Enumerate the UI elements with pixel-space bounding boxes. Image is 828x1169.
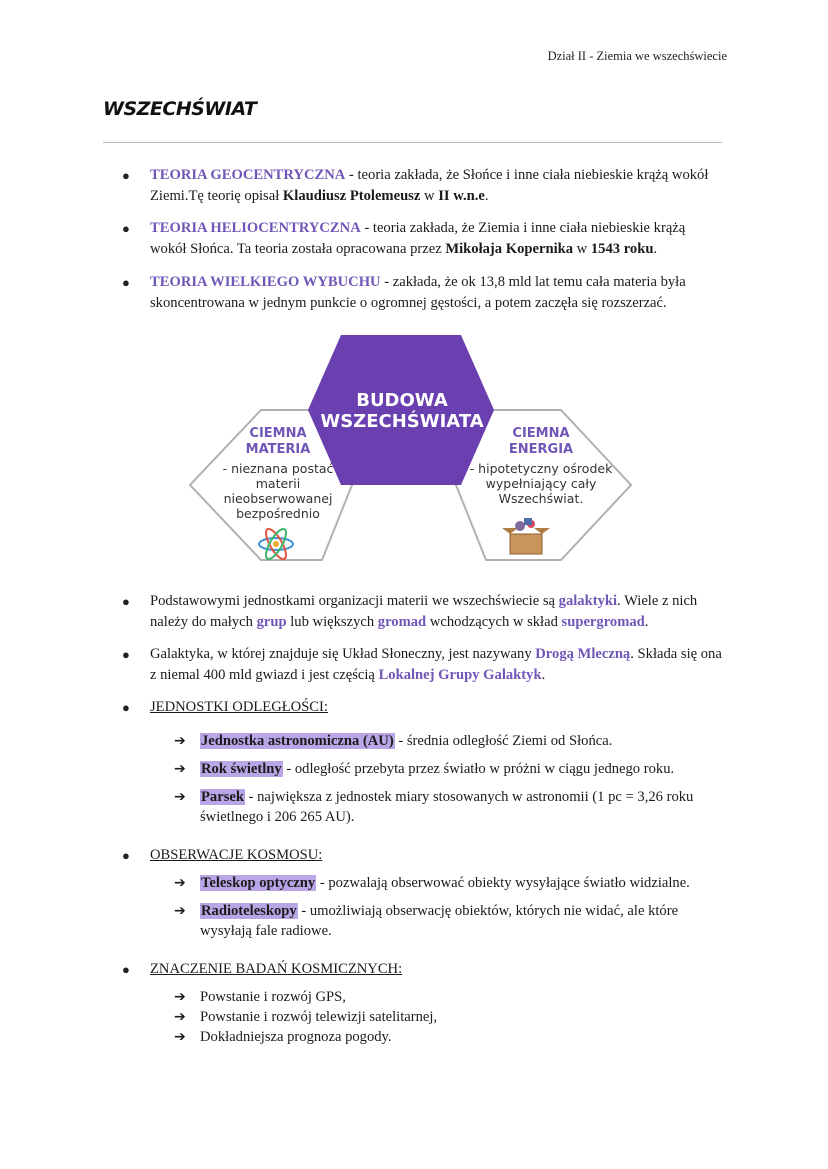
- theory-text: w: [420, 188, 439, 204]
- keyword: Lokalnej Grupy Galaktyk: [378, 667, 542, 683]
- text: lub większych: [286, 614, 378, 630]
- term-desc: - umożliwiają obserwację obiektów, których nie widać, ale które wysyłają fale radiowe.: [200, 903, 679, 939]
- universe-structure-diagram: [186, 330, 636, 570]
- keyword: galaktyki: [558, 593, 618, 609]
- term-highlight: Radioteleskopy: [201, 903, 297, 919]
- significance-item: [174, 987, 725, 1007]
- theory-name: TEORIA WIELKIEGO WYBUCHU: [150, 274, 381, 290]
- center-title-line1: BUDOWA: [356, 390, 448, 411]
- bullet-icon: ●: [122, 848, 130, 863]
- keyword: supergromad: [561, 614, 645, 630]
- dark-energy-label: [466, 426, 616, 506]
- center-title-line2: WSZECHŚWIATA: [320, 411, 484, 432]
- significance-item: [174, 1027, 725, 1047]
- bullet-icon: ●: [122, 962, 130, 977]
- item-text: Dokładniejsza prognoza pogody.: [200, 1029, 392, 1045]
- bullet-icon: ●: [122, 221, 130, 236]
- units-heading: [122, 697, 725, 718]
- term-highlight: Teleskop optyczny: [201, 875, 316, 891]
- dark-matter-desc: - nieznana postać materii nieobserwowanej bezpośrednio: [222, 461, 334, 521]
- observations-heading: [122, 845, 725, 866]
- divider: [103, 142, 722, 143]
- unit-item: [174, 787, 725, 827]
- unit-item: [174, 759, 725, 779]
- heading-text: ZNACZENIE BADAŃ KOSMICZNYCH:: [150, 961, 403, 977]
- dark-energy-title-line2: ENERGIA: [508, 442, 574, 457]
- observation-item: [174, 901, 725, 941]
- section-header: Dział II - Ziemia we wszechświecie: [547, 49, 727, 63]
- arrow-icon: ➔: [174, 789, 186, 805]
- term-desc: - średnia odległość Ziemi od Słońca.: [394, 733, 613, 749]
- arrow-icon: ➔: [174, 1029, 186, 1045]
- theory-text: - zakłada, że ok 13,8 mld lat temu cała materia była skoncentrowana w jednym punkcie o ogromnej gęstości, a potem zaczęła się rozszerzać.: [150, 274, 686, 311]
- arrow-icon: ➔: [174, 1009, 186, 1025]
- dark-matter-title-line2: MATERIA: [245, 442, 311, 457]
- item-text: Powstanie i rozwój GPS,: [200, 989, 346, 1005]
- keyword: gromad: [377, 614, 427, 630]
- text: . Wiele z nich należy do małych: [150, 593, 698, 630]
- theory-text: - teoria zakłada, że Ziemia i inne ciała niebieskie krążą wokół Słońca. Ta teoria została opracowana przez: [150, 220, 686, 257]
- term-highlight: Rok świetlny: [201, 761, 282, 777]
- theory-text: .: [484, 188, 489, 204]
- arrow-icon: ➔: [174, 875, 186, 891]
- text: . Składa się ona z niemal 400 mld gwiazd i jest częścią: [150, 646, 722, 683]
- term-highlight: Jednostka astronomiczna (AU): [201, 733, 394, 749]
- bullet-icon: ●: [122, 275, 130, 290]
- heading-text: JEDNOSTKI ODLEGŁOŚCI:: [150, 699, 328, 715]
- text: wchodzących w skład: [426, 614, 562, 630]
- theory-bold: Mikołaja Kopernika: [445, 241, 574, 257]
- term-desc: - największa z jednostek miary stosowanych w astronomii (1 pc = 3,26 roku świetlnego i 206 265 AU).: [200, 789, 694, 825]
- theory-bold: 1543 roku: [590, 241, 654, 257]
- observation-item: [174, 873, 725, 893]
- term-highlight: Parsek: [201, 789, 244, 805]
- theory-geocentric: [122, 165, 725, 207]
- arrow-icon: ➔: [174, 989, 186, 1005]
- heading-text: OBSERWACJE KOSMOSU:: [150, 847, 323, 863]
- arrow-icon: ➔: [174, 761, 186, 777]
- significance-item: [174, 1007, 725, 1027]
- dark-energy-title-line1: CIEMNA: [512, 426, 570, 441]
- text: Galaktyka, w której znajduje się Układ Słoneczny, jest nazywany: [150, 646, 536, 662]
- theory-name: TEORIA HELIOCENTRYCZNA: [150, 220, 361, 236]
- dark-energy-desc: - hipotetyczny ośrodek wypełniający cały Wszechświat.: [469, 461, 613, 506]
- unit-item: [174, 731, 725, 751]
- text: .: [541, 667, 546, 683]
- theory-bold: II w.n.e: [438, 188, 485, 204]
- arrow-icon: ➔: [174, 733, 186, 749]
- theory-text: .: [653, 241, 658, 257]
- keyword: Drogą Mleczną: [535, 646, 631, 662]
- significance-heading: [122, 959, 725, 980]
- page-title: WSZECHŚWIAT: [103, 98, 257, 120]
- theory-heliocentric: [122, 218, 725, 260]
- theory-text: - teoria zakłada, że Słońce i inne ciała niebieskie krążą wokół Ziemi.Tę teorię opisał: [150, 167, 709, 204]
- text: Podstawowymi jednostkami organizacji materii we wszechświecie są: [150, 593, 559, 609]
- theory-bold: Klaudiusz Ptolemeusz: [282, 188, 421, 204]
- bullet-icon: ●: [122, 168, 130, 183]
- item-text: Powstanie i rozwój telewizji satelitarnej,: [200, 1009, 438, 1025]
- theory-name: TEORIA GEOCENTRYCZNA: [150, 167, 346, 183]
- dark-matter-title-line1: CIEMNA: [249, 426, 307, 441]
- milky-way-paragraph: [122, 644, 725, 686]
- theory-big-bang: [122, 272, 725, 314]
- term-desc: - pozwalają obserwować obiekty wysyłające światło widzialne.: [316, 875, 690, 891]
- bullet-icon: ●: [122, 594, 130, 609]
- arrow-icon: ➔: [174, 903, 186, 919]
- term-desc: - odległość przebyta przez światło w próżni w ciągu jednego roku.: [282, 761, 675, 777]
- bullet-icon: ●: [122, 700, 130, 715]
- text: .: [644, 614, 649, 630]
- dark-matter-label: [216, 426, 340, 521]
- bullet-icon: ●: [122, 647, 130, 662]
- keyword: grup: [256, 614, 287, 630]
- theory-text: w: [573, 241, 591, 257]
- galaxies-paragraph: [122, 591, 725, 633]
